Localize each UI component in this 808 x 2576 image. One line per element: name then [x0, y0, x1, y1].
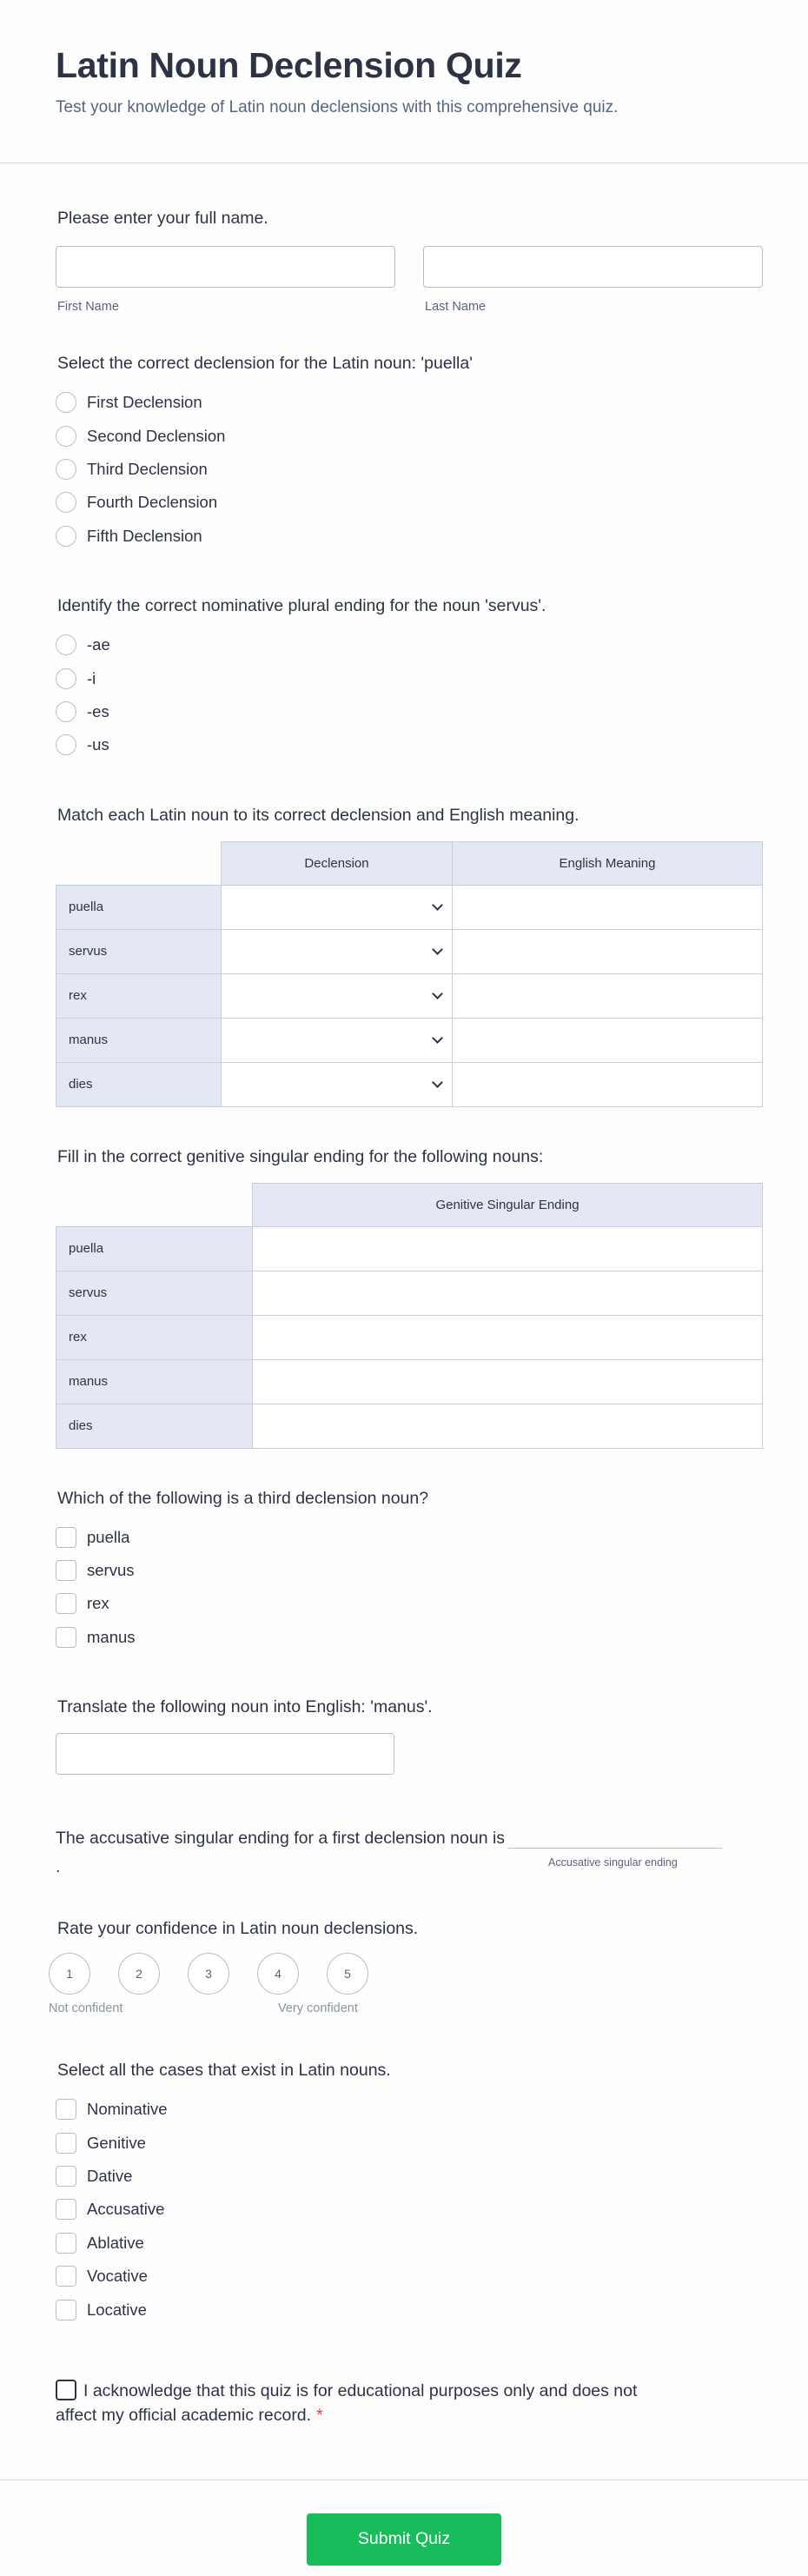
checkbox-option[interactable]	[56, 2227, 763, 2260]
checkbox[interactable]	[56, 1527, 76, 1548]
rating-option-1[interactable]: 1	[49, 1953, 90, 1995]
radio-option[interactable]	[56, 728, 763, 761]
checkbox-option[interactable]	[56, 1621, 763, 1654]
option-label: First Declension	[87, 393, 202, 412]
radio-button[interactable]	[56, 426, 76, 447]
last-name-input[interactable]	[423, 246, 763, 288]
radio-option[interactable]	[56, 419, 763, 452]
radio-button[interactable]	[56, 701, 76, 722]
checkbox-option[interactable]	[56, 2093, 763, 2126]
required-asterisk: *	[316, 2405, 323, 2425]
declension-select[interactable]	[222, 1018, 453, 1062]
radio-button[interactable]	[56, 634, 76, 655]
row-label: rex	[56, 973, 222, 1018]
column-header: Declension	[222, 841, 453, 885]
option-label: puella	[87, 1527, 130, 1546]
genitive-input[interactable]	[253, 1226, 763, 1271]
column-header: English Meaning	[453, 841, 763, 885]
last-name-group	[423, 246, 763, 314]
table-row	[56, 1271, 763, 1315]
checkbox-option[interactable]	[56, 2160, 763, 2193]
checkbox[interactable]	[56, 2166, 76, 2187]
question-label: Select the correct declension for the Latin noun: 'puella'	[57, 354, 473, 373]
row-label: puella	[56, 1226, 253, 1271]
option-label: Dative	[87, 2167, 133, 2186]
rating-option-4[interactable]: 4	[257, 1953, 299, 1995]
chevron-down-icon	[432, 944, 443, 955]
option-label: Ablative	[87, 2233, 144, 2252]
table-row	[56, 1226, 763, 1271]
question-nominative-plural	[56, 596, 763, 762]
chevron-down-icon	[432, 900, 443, 911]
option-label: Locative	[87, 2300, 147, 2319]
checkbox-option[interactable]	[56, 1587, 763, 1620]
checkbox-option[interactable]	[56, 1521, 763, 1554]
checkbox[interactable]	[56, 1560, 76, 1581]
checkbox-option[interactable]	[56, 2293, 763, 2326]
option-label: -es	[87, 701, 109, 720]
table-row	[56, 1018, 763, 1062]
table-corner	[56, 1183, 253, 1226]
row-label: servus	[56, 929, 222, 973]
chevron-down-icon	[432, 1032, 443, 1044]
question-label: Translate the following noun into English: 'manus'.	[57, 1697, 433, 1717]
column-header: Genitive Singular Ending	[253, 1183, 763, 1226]
table-row	[56, 1359, 763, 1404]
table-row	[56, 973, 763, 1018]
row-label: dies	[56, 1404, 253, 1448]
question-fill-blank	[56, 1829, 763, 1877]
question-label: Select all the cases that exist in Latin nouns.	[57, 2061, 391, 2081]
option-label: Accusative	[87, 2200, 165, 2219]
option-label: servus	[87, 1561, 135, 1580]
table-row	[56, 885, 763, 929]
row-label: puella	[56, 885, 222, 929]
radio-button[interactable]	[56, 459, 76, 480]
question-genitive-matrix	[56, 1147, 763, 1449]
genitive-table	[56, 1183, 763, 1449]
fill-blank-sublabel: Accusative singular ending	[548, 1856, 678, 1869]
match-table	[56, 841, 763, 1107]
form-footer	[0, 2480, 808, 2566]
option-label: -i	[87, 668, 96, 687]
checkbox[interactable]	[56, 2233, 76, 2254]
radio-button[interactable]	[56, 492, 76, 513]
submit-button[interactable]: Submit Quiz	[307, 2513, 501, 2566]
checkbox-option[interactable]	[56, 2193, 763, 2226]
genitive-input[interactable]	[253, 1359, 763, 1404]
question-full-name	[56, 209, 763, 314]
radio-group	[56, 628, 763, 762]
rating-option-3[interactable]: 3	[188, 1953, 229, 1995]
radio-button[interactable]	[56, 668, 76, 689]
declension-select[interactable]	[222, 1062, 453, 1106]
checkbox[interactable]	[56, 2199, 76, 2220]
option-label: Vocative	[87, 2267, 148, 2286]
accusative-ending-input[interactable]	[508, 1831, 722, 1849]
question-label: Fill in the correct genitive singular ending for the following nouns:	[57, 1146, 544, 1166]
quiz-form	[0, 209, 808, 2427]
table-row	[56, 1062, 763, 1106]
fill-blank-text: The accusative singular ending for a first declension noun is	[56, 1829, 506, 1849]
declension-select[interactable]	[222, 973, 453, 1018]
radio-option[interactable]	[56, 661, 763, 694]
question-translate	[56, 1697, 763, 1775]
question-match-matrix	[56, 806, 763, 1107]
acknowledgment	[56, 2379, 763, 2427]
table-row	[56, 1315, 763, 1359]
checkbox[interactable]	[56, 2300, 76, 2320]
question-label: Match each Latin noun to its correct declension and English meaning.	[57, 805, 580, 825]
option-label: -us	[87, 735, 109, 754]
row-label: rex	[56, 1315, 253, 1359]
rating-scale	[49, 1953, 763, 1995]
radio-option[interactable]	[56, 453, 763, 486]
checkbox[interactable]	[56, 1627, 76, 1648]
question-label: Which of the following is a third declension noun?	[57, 1488, 429, 1508]
question-confidence-rating	[49, 1919, 763, 2028]
meaning-input[interactable]	[453, 1062, 763, 1106]
row-label: dies	[56, 1062, 222, 1106]
rating-high-label: Very confident	[278, 2002, 358, 2016]
acknowledgment-text: I acknowledge that this quiz is for educational purposes only and does not affect my official academic record.	[56, 2380, 638, 2425]
first-name-input[interactable]	[56, 246, 395, 288]
first-name-group	[56, 246, 395, 314]
table-row	[56, 1404, 763, 1448]
question-label: Rate your confidence in Latin noun declensions.	[57, 1919, 419, 1939]
option-label: rex	[87, 1594, 109, 1613]
row-label: manus	[56, 1018, 222, 1062]
radio-option[interactable]	[56, 628, 763, 661]
checkbox-group	[56, 2093, 763, 2327]
radio-option[interactable]	[56, 486, 763, 519]
meaning-input[interactable]	[453, 973, 763, 1018]
radio-button[interactable]	[56, 392, 76, 413]
question-label: Please enter your full name.	[57, 209, 268, 228]
translation-input[interactable]	[56, 1733, 394, 1775]
acknowledgment-row[interactable]	[56, 2379, 681, 2427]
radio-option[interactable]	[56, 386, 763, 419]
radio-option[interactable]	[56, 520, 763, 553]
rating-option-2[interactable]: 2	[118, 1953, 160, 1995]
option-label: Second Declension	[87, 426, 226, 445]
option-label: manus	[87, 1627, 136, 1646]
genitive-input[interactable]	[253, 1315, 763, 1359]
row-label: manus	[56, 1359, 253, 1404]
form-header	[0, 0, 808, 163]
first-name-label: First Name	[57, 300, 119, 314]
checkbox[interactable]	[56, 1593, 76, 1614]
checkbox[interactable]	[56, 2133, 76, 2154]
option-label: Fourth Declension	[87, 493, 218, 512]
row-label: servus	[56, 1271, 253, 1315]
meaning-input[interactable]	[453, 885, 763, 929]
option-label: -ae	[87, 635, 110, 654]
radio-button[interactable]	[56, 526, 76, 547]
genitive-input[interactable]	[253, 1271, 763, 1315]
declension-select[interactable]	[222, 929, 453, 973]
question-declension	[56, 354, 763, 553]
option-label: Third Declension	[87, 459, 208, 478]
last-name-label: Last Name	[425, 300, 487, 314]
chevron-down-icon	[432, 1077, 443, 1088]
checkbox-option[interactable]	[56, 2260, 763, 2293]
name-row	[56, 246, 763, 314]
rating-low-label: Not confident	[49, 2002, 123, 2016]
checkbox[interactable]	[56, 2099, 76, 2120]
option-label: Fifth Declension	[87, 526, 202, 545]
checkbox-option[interactable]	[56, 1554, 763, 1587]
declension-select[interactable]	[222, 885, 453, 929]
question-third-declension	[56, 1489, 763, 1655]
page-subtitle: Test your knowledge of Latin noun declensions with this comprehensive quiz.	[56, 98, 619, 116]
chevron-down-icon	[432, 988, 443, 999]
genitive-input[interactable]	[253, 1404, 763, 1448]
option-label: Genitive	[87, 2133, 146, 2152]
meaning-input[interactable]	[453, 1018, 763, 1062]
meaning-input[interactable]	[453, 929, 763, 973]
radio-button[interactable]	[56, 734, 76, 755]
radio-option[interactable]	[56, 695, 763, 728]
checkbox[interactable]	[56, 2266, 76, 2287]
acknowledgment-checkbox[interactable]	[56, 2380, 76, 2400]
fill-blank-end: .	[56, 1857, 61, 1877]
rating-option-5[interactable]: 5	[327, 1953, 368, 1995]
checkbox-option[interactable]	[56, 2126, 763, 2159]
table-corner	[56, 841, 222, 885]
rating-labels	[49, 2002, 763, 2028]
table-row	[56, 929, 763, 973]
checkbox-group	[56, 1521, 763, 1655]
page-title: Latin Noun Declension Quiz	[56, 45, 522, 85]
option-label: Nominative	[87, 2100, 168, 2119]
question-latin-cases	[56, 2061, 763, 2327]
radio-group	[56, 386, 763, 553]
question-label: Identify the correct nominative plural ending for the noun 'servus'.	[57, 595, 546, 615]
